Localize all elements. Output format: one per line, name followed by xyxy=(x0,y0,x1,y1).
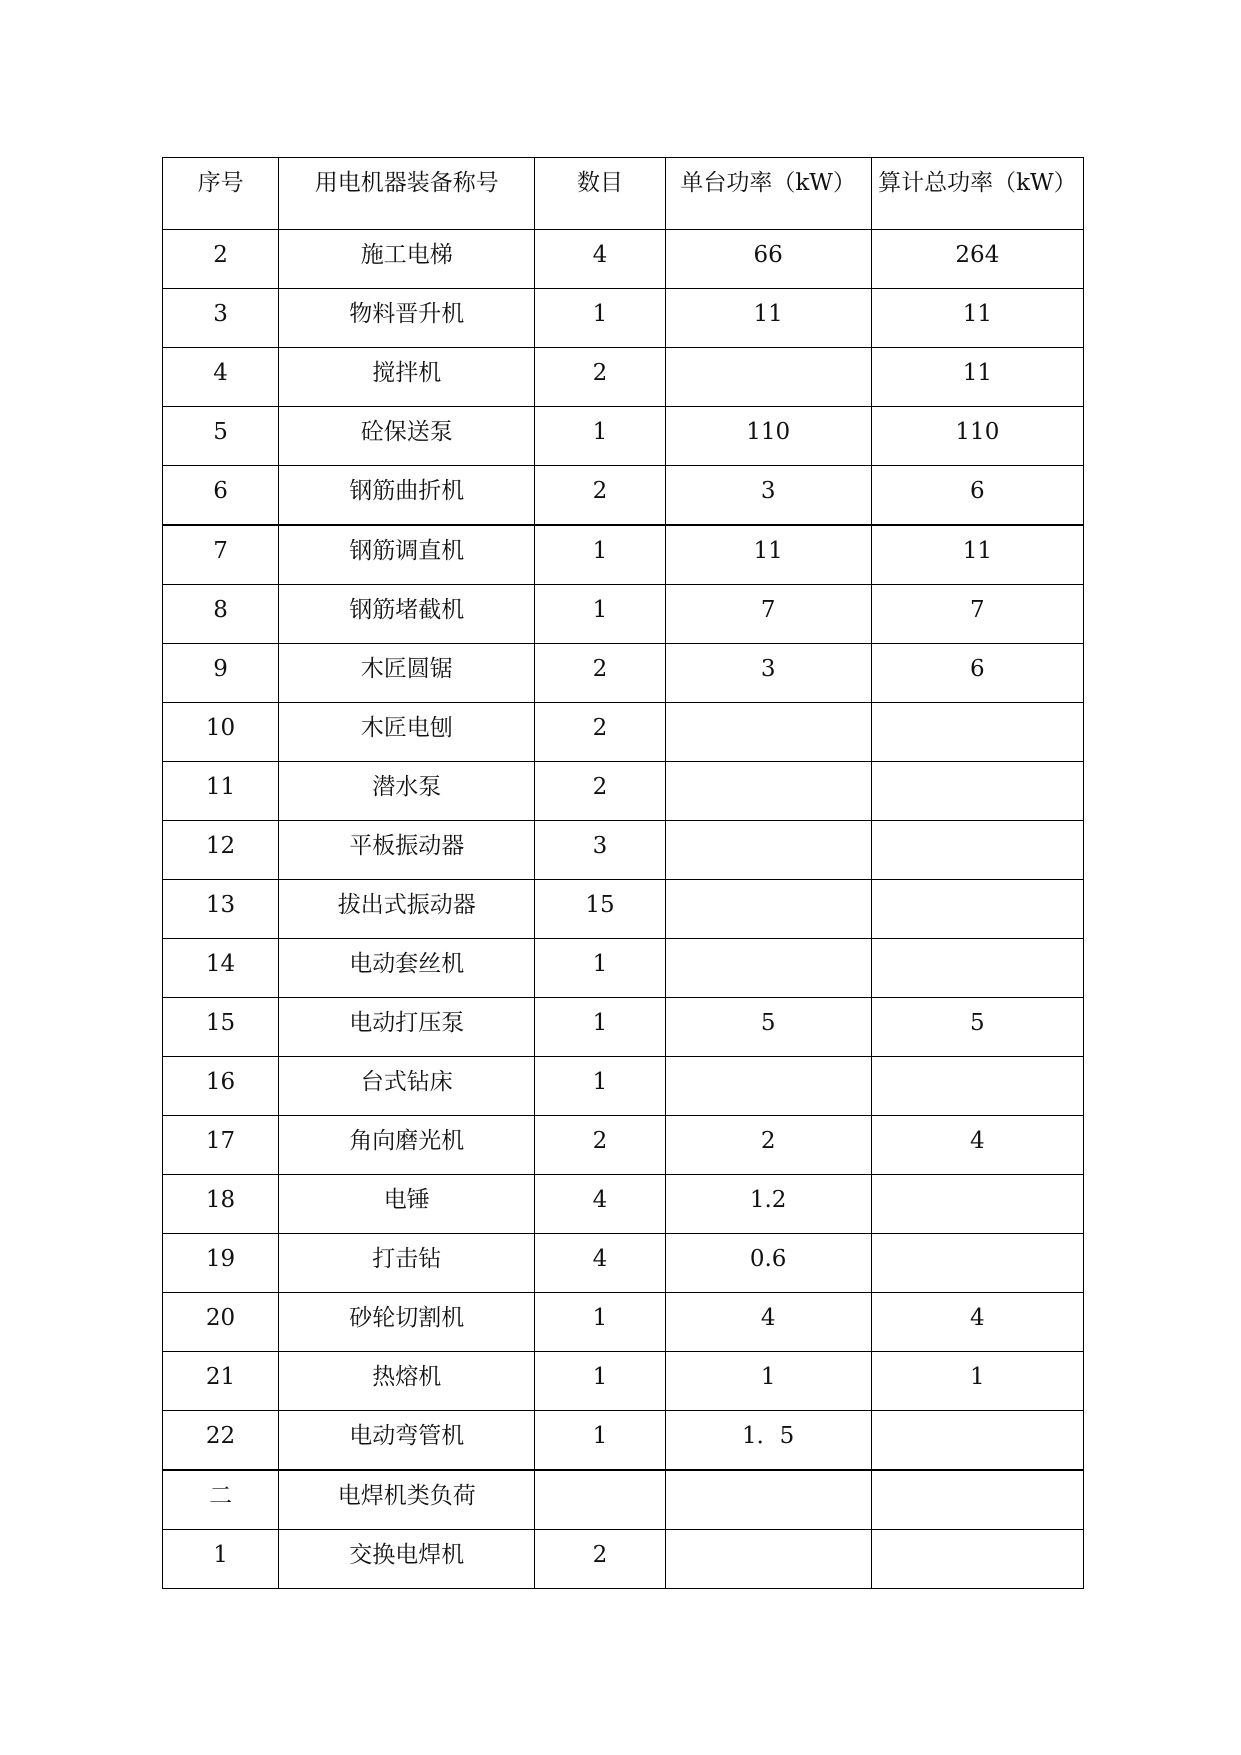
cell-unit-power: 1．5 xyxy=(665,1411,871,1471)
table-body xyxy=(163,230,1084,1589)
cell-unit-power: 1.2 xyxy=(665,1175,871,1234)
table-header-row xyxy=(163,158,1084,230)
cell-qty: 1 xyxy=(535,1411,665,1471)
cell-name: 搅拌机 xyxy=(279,348,535,407)
cell-name: 拔出式振动器 xyxy=(279,880,535,939)
cell-total-power xyxy=(871,1175,1083,1234)
cell-qty: 4 xyxy=(535,1234,665,1293)
cell-name: 电动弯管机 xyxy=(279,1411,535,1471)
cell-total-power xyxy=(871,939,1083,998)
header-qty: 数目 xyxy=(535,158,665,230)
table-row xyxy=(163,289,1084,348)
table-row xyxy=(163,762,1084,821)
table-row xyxy=(163,1116,1084,1175)
cell-unit-power: 2 xyxy=(665,1116,871,1175)
cell-name: 钢筋调直机 xyxy=(279,525,535,585)
table-row xyxy=(163,1057,1084,1116)
cell-qty: 2 xyxy=(535,703,665,762)
cell-total-power xyxy=(871,1234,1083,1293)
cell-unit-power xyxy=(665,821,871,880)
cell-qty: 2 xyxy=(535,644,665,703)
table-row xyxy=(163,466,1084,526)
cell-total-power xyxy=(871,762,1083,821)
cell-seq: 1 xyxy=(163,1530,279,1589)
cell-name: 砼保送泵 xyxy=(279,407,535,466)
cell-total-power: 11 xyxy=(871,525,1083,585)
cell-qty: 1 xyxy=(535,998,665,1057)
cell-unit-power xyxy=(665,1470,871,1530)
cell-seq: 2 xyxy=(163,230,279,289)
table-row xyxy=(163,1530,1084,1589)
cell-seq: 9 xyxy=(163,644,279,703)
cell-unit-power: 66 xyxy=(665,230,871,289)
table-row xyxy=(163,939,1084,998)
cell-qty: 1 xyxy=(535,525,665,585)
cell-total-power: 264 xyxy=(871,230,1083,289)
table-row xyxy=(163,880,1084,939)
cell-seq: 11 xyxy=(163,762,279,821)
cell-qty: 1 xyxy=(535,939,665,998)
cell-seq: 8 xyxy=(163,585,279,644)
cell-unit-power: 3 xyxy=(665,644,871,703)
cell-unit-power xyxy=(665,703,871,762)
cell-total-power: 4 xyxy=(871,1293,1083,1352)
cell-seq: 19 xyxy=(163,1234,279,1293)
cell-total-power: 6 xyxy=(871,644,1083,703)
cell-name: 潜水泵 xyxy=(279,762,535,821)
table-row xyxy=(163,1175,1084,1234)
table-row xyxy=(163,644,1084,703)
cell-qty: 1 xyxy=(535,407,665,466)
cell-name: 角向磨光机 xyxy=(279,1116,535,1175)
cell-name: 电动套丝机 xyxy=(279,939,535,998)
cell-qty: 2 xyxy=(535,1116,665,1175)
cell-unit-power: 11 xyxy=(665,289,871,348)
cell-name: 施工电梯 xyxy=(279,230,535,289)
cell-qty: 15 xyxy=(535,880,665,939)
cell-unit-power: 1 xyxy=(665,1352,871,1411)
header-seq: 序号 xyxy=(163,158,279,230)
table-row xyxy=(163,998,1084,1057)
cell-unit-power: 3 xyxy=(665,466,871,526)
cell-qty: 1 xyxy=(535,1293,665,1352)
cell-seq: 16 xyxy=(163,1057,279,1116)
cell-total-power: 1 xyxy=(871,1352,1083,1411)
cell-qty: 1 xyxy=(535,1352,665,1411)
table-row xyxy=(163,1352,1084,1411)
cell-seq: 13 xyxy=(163,880,279,939)
cell-name: 热熔机 xyxy=(279,1352,535,1411)
cell-unit-power: 0.6 xyxy=(665,1234,871,1293)
cell-qty xyxy=(535,1470,665,1530)
cell-total-power: 4 xyxy=(871,1116,1083,1175)
cell-seq: 7 xyxy=(163,525,279,585)
cell-total-power: 7 xyxy=(871,585,1083,644)
cell-name: 电动打压泵 xyxy=(279,998,535,1057)
cell-seq: 6 xyxy=(163,466,279,526)
cell-total-power xyxy=(871,1057,1083,1116)
cell-name: 砂轮切割机 xyxy=(279,1293,535,1352)
cell-unit-power xyxy=(665,939,871,998)
cell-seq: 12 xyxy=(163,821,279,880)
cell-total-power: 5 xyxy=(871,998,1083,1057)
header-name: 用电机器装备称号 xyxy=(279,158,535,230)
cell-qty: 2 xyxy=(535,762,665,821)
cell-total-power xyxy=(871,821,1083,880)
cell-name: 交换电焊机 xyxy=(279,1530,535,1589)
cell-name: 木匠圆锯 xyxy=(279,644,535,703)
cell-unit-power: 4 xyxy=(665,1293,871,1352)
cell-name: 物料晋升机 xyxy=(279,289,535,348)
cell-qty: 2 xyxy=(535,1530,665,1589)
table-row xyxy=(163,230,1084,289)
cell-unit-power: 110 xyxy=(665,407,871,466)
table-row xyxy=(163,703,1084,762)
cell-qty: 4 xyxy=(535,1175,665,1234)
cell-unit-power xyxy=(665,1057,871,1116)
cell-seq: 3 xyxy=(163,289,279,348)
cell-seq: 二 xyxy=(163,1470,279,1530)
cell-name: 平板振动器 xyxy=(279,821,535,880)
cell-total-power xyxy=(871,1530,1083,1589)
cell-seq: 21 xyxy=(163,1352,279,1411)
cell-qty: 3 xyxy=(535,821,665,880)
cell-total-power: 11 xyxy=(871,348,1083,407)
cell-seq: 17 xyxy=(163,1116,279,1175)
cell-qty: 1 xyxy=(535,585,665,644)
cell-qty: 2 xyxy=(535,466,665,526)
cell-name: 电锤 xyxy=(279,1175,535,1234)
cell-seq: 22 xyxy=(163,1411,279,1471)
cell-name: 打击钻 xyxy=(279,1234,535,1293)
cell-name: 钢筋堵截机 xyxy=(279,585,535,644)
cell-name: 电焊机类负荷 xyxy=(279,1470,535,1530)
cell-qty: 1 xyxy=(535,289,665,348)
cell-total-power xyxy=(871,1470,1083,1530)
cell-unit-power xyxy=(665,1530,871,1589)
table-row xyxy=(163,585,1084,644)
cell-seq: 18 xyxy=(163,1175,279,1234)
cell-unit-power: 5 xyxy=(665,998,871,1057)
table-row xyxy=(163,348,1084,407)
cell-qty: 4 xyxy=(535,230,665,289)
table-row xyxy=(163,1293,1084,1352)
cell-name: 台式钻床 xyxy=(279,1057,535,1116)
cell-seq: 10 xyxy=(163,703,279,762)
cell-qty: 1 xyxy=(535,1057,665,1116)
cell-unit-power xyxy=(665,762,871,821)
cell-unit-power: 7 xyxy=(665,585,871,644)
table-row xyxy=(163,525,1084,585)
cell-total-power xyxy=(871,880,1083,939)
cell-name: 木匠电刨 xyxy=(279,703,535,762)
table-row xyxy=(163,1470,1084,1530)
cell-total-power xyxy=(871,703,1083,762)
cell-seq: 14 xyxy=(163,939,279,998)
equipment-power-table xyxy=(162,157,1084,1589)
cell-name: 钢筋曲折机 xyxy=(279,466,535,526)
header-total-power: 算计总功率（kW） xyxy=(871,158,1083,230)
cell-qty: 2 xyxy=(535,348,665,407)
header-unit-power: 单台功率（kW） xyxy=(665,158,871,230)
cell-total-power: 11 xyxy=(871,289,1083,348)
table-row xyxy=(163,407,1084,466)
cell-seq: 5 xyxy=(163,407,279,466)
cell-total-power: 6 xyxy=(871,466,1083,526)
cell-total-power xyxy=(871,1411,1083,1471)
cell-unit-power: 11 xyxy=(665,525,871,585)
table-row xyxy=(163,821,1084,880)
table-row xyxy=(163,1234,1084,1293)
cell-unit-power xyxy=(665,880,871,939)
cell-total-power: 110 xyxy=(871,407,1083,466)
cell-seq: 15 xyxy=(163,998,279,1057)
cell-seq: 4 xyxy=(163,348,279,407)
cell-unit-power xyxy=(665,348,871,407)
table-row xyxy=(163,1411,1084,1471)
cell-seq: 20 xyxy=(163,1293,279,1352)
